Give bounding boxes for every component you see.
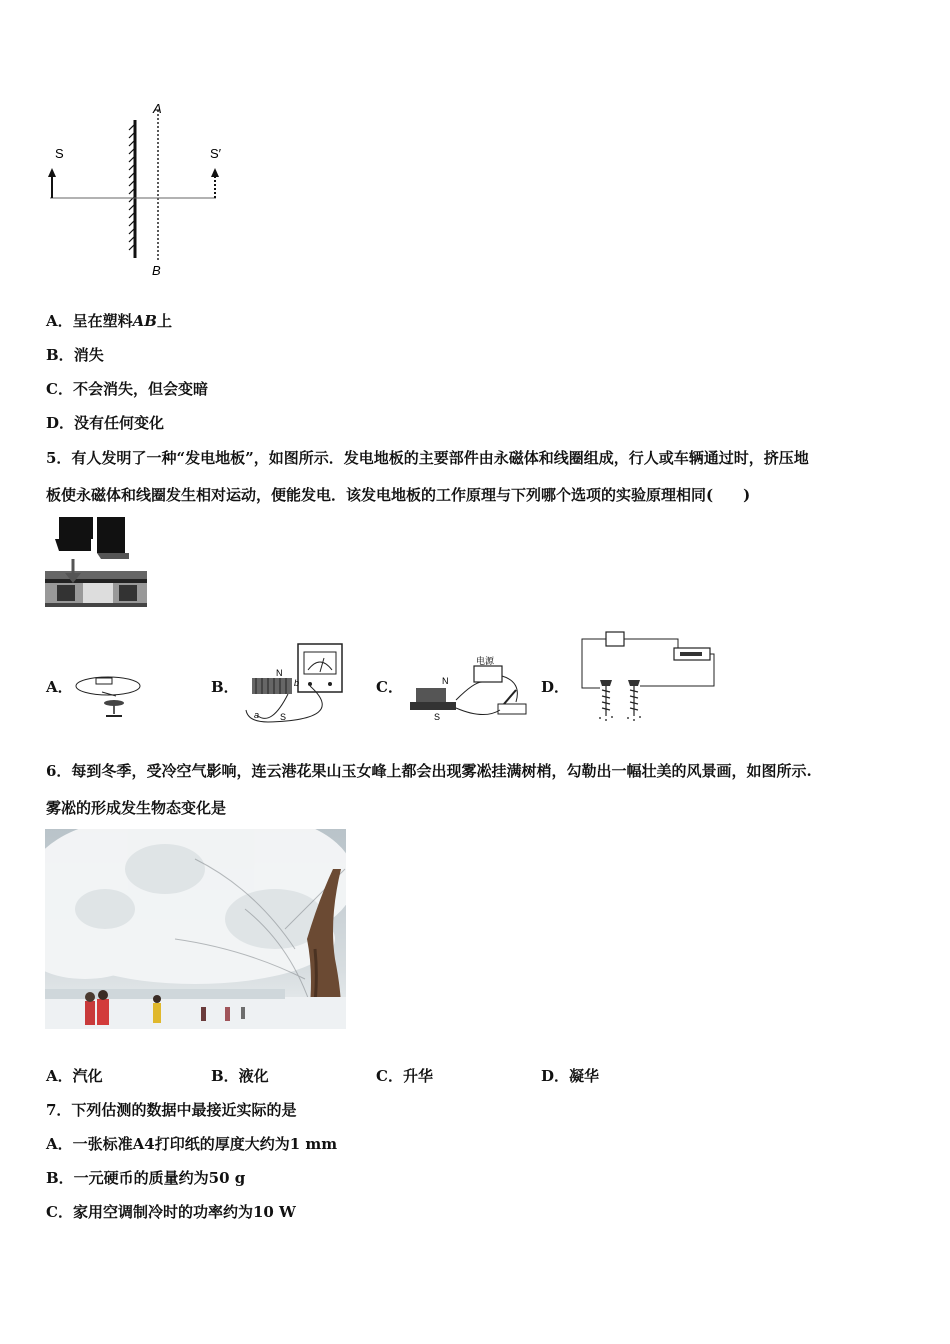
q6-stem-line2: 雾凇的形成发生物态变化是 (46, 799, 227, 817)
q6-option-d[interactable]: D．凝华 (541, 1067, 600, 1085)
q7-option-a[interactable]: A．一张标准A4打印纸的厚度大约为1 mm (46, 1135, 338, 1153)
svg-text:b: b (294, 678, 300, 688)
q6-option-c[interactable]: C．升华 (376, 1067, 433, 1085)
q4-option-c[interactable]: C．不会消失，但会变暗 (46, 380, 208, 398)
q7-option-c[interactable]: C．家用空调制冷时的功率约为10 W (46, 1203, 296, 1221)
svg-text:N: N (276, 668, 283, 678)
label-b: B (152, 263, 161, 278)
label-s-prime: S′ (210, 146, 222, 161)
q6-option-a[interactable]: A．汽化 (46, 1067, 103, 1085)
q5-option-a[interactable]: A． (46, 678, 73, 696)
svg-text:S: S (280, 712, 287, 722)
q5-option-d-figure (570, 628, 716, 724)
q5-option-b[interactable]: B． (211, 678, 239, 696)
q7-option-b[interactable]: B．一元硬币的质量约为50 g (46, 1169, 246, 1187)
label-s: S (55, 146, 64, 161)
svg-text:S: S (434, 712, 441, 722)
q7-stem: 7．下列估测的数据中最接近实际的是 (46, 1101, 297, 1119)
q4-option-a[interactable]: A．呈在塑料AB上 (46, 312, 172, 330)
q6-stem-line1: 6．每到冬季，受冷空气影响，连云港花果山玉女峰上都会出现雾凇挂满树梢，勾勒出一幅壮美的风景画，如图所示. (46, 762, 812, 780)
svg-text:a: a (254, 710, 260, 720)
q5-option-a-figure (74, 668, 144, 720)
mirror-diagram (40, 98, 240, 280)
label-a: A (153, 101, 162, 116)
q4-option-d[interactable]: D．没有任何变化 (46, 414, 165, 432)
svg-text:电源: 电源 (476, 656, 495, 666)
q5-option-d[interactable]: D． (541, 678, 570, 696)
q5-stem-line1: 5．有人发明了一种“发电地板”，如图所示．发电地板的主要部件由永磁体和线圈组成，行人或车辆通过时，挤压地 (46, 449, 809, 467)
q5-option-c-figure (404, 652, 532, 722)
q4-option-b[interactable]: B．消失 (46, 346, 104, 364)
q6-option-b[interactable]: B．液化 (211, 1067, 269, 1085)
power-floor-image (45, 515, 147, 607)
q5-stem-line2: 板使永磁体和线圈发生相对运动，便能发电．该发电地板的工作原理与下列哪个选项的实验原理相同( ) (46, 486, 751, 504)
svg-text:N: N (442, 676, 449, 686)
q5-option-c[interactable]: C． (376, 678, 403, 696)
rime-tree-photo (45, 829, 346, 1029)
q5-option-b-figure (238, 640, 358, 728)
